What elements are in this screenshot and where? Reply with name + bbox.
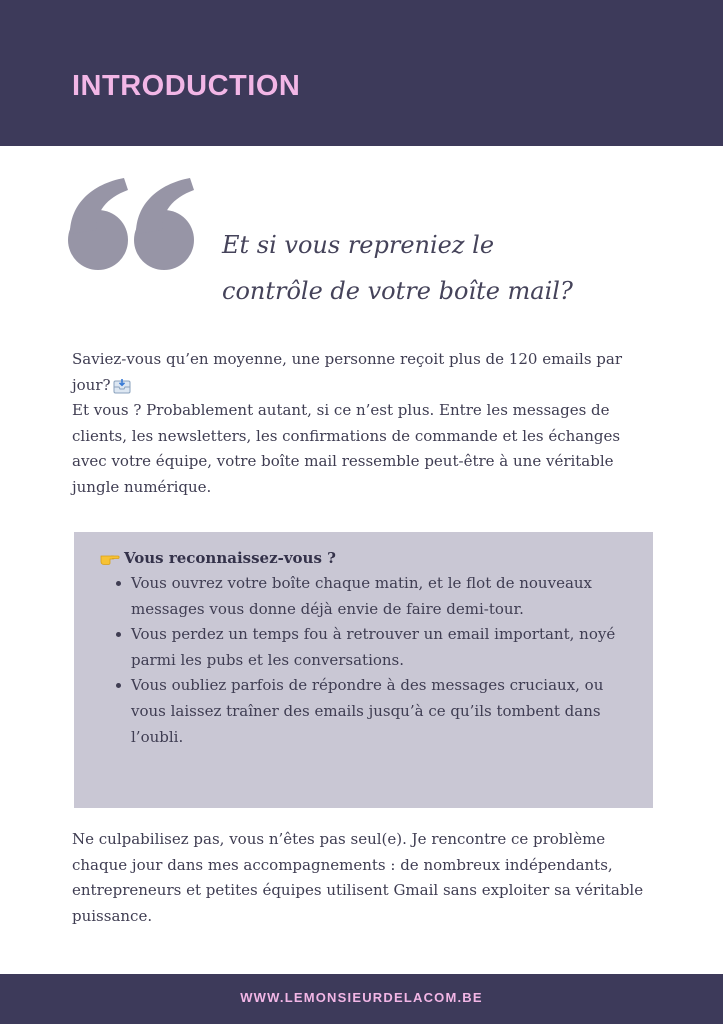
page-header (0, 0, 723, 146)
callout-list (106, 571, 626, 750)
pull-quote (222, 222, 692, 314)
intro-section (72, 347, 657, 501)
quote-mark-icon (66, 160, 206, 280)
pull-quote-line-1: Et si vous repreniez le (222, 231, 495, 259)
intro-paragraph-1: Saviez-vous qu’en moyenne, une personne reçoit plus de 120 emails par jour? (72, 350, 623, 394)
bullet-icon (116, 581, 121, 586)
callout-box (74, 532, 653, 808)
pointing-hand-icon (100, 551, 120, 565)
page-footer (0, 974, 723, 1024)
list-item: Vous ouvrez votre boîte chaque matin, et le flot de nouveaux messages vous donne déjà envie de faire demi-tour. (106, 571, 626, 622)
callout-heading: Vous reconnaissez-vous ? (100, 546, 336, 571)
intro-paragraph-2: Et vous ? Probablement autant, si ce n’est plus. Entre les messages de clients, les newsletters, les confirmations de commande et les échanges avec votre équipe, votre boîte mail ressemble peut-être à une véritable jungle numérique. (72, 401, 621, 496)
page-title: INTRODUCTION (72, 70, 301, 102)
list-item: Vous perdez un temps fou à retrouver un email important, noyé parmi les pubs et les conversations. (106, 622, 626, 673)
pull-quote-line-2: contrôle de votre boîte mail? (222, 277, 573, 305)
outro-paragraph: Ne culpabilisez pas, vous n’êtes pas seul(e). Je rencontre ce problème chaque jour dans mes accompagnements : de nombreux indépendants, entrepreneurs et petites équipes utilisent Gmail sans exploiter sa véritable puissance. (72, 830, 644, 925)
list-item: Vous oubliez parfois de répondre à des messages cruciaux, ou vous laissez traîner des emails jusqu’à ce qu’ils tombent dans l’oubli. (106, 673, 626, 750)
bullet-icon (116, 632, 121, 637)
bullet-icon (116, 683, 121, 688)
footer-website-link[interactable]: WWW.LEMONSIEURDELACOM.BE (240, 990, 483, 1005)
inbox-tray-icon (113, 378, 131, 394)
